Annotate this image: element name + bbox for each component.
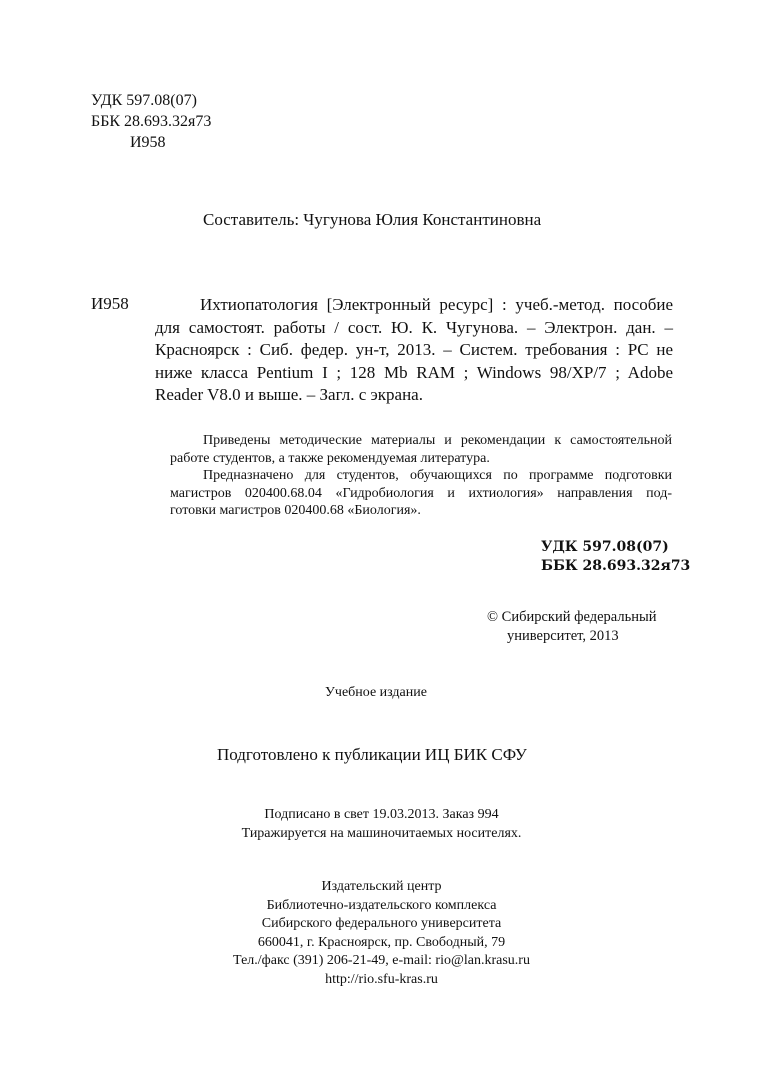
publisher-contacts: Тел./факс (391) 206-21-49, e-mail: rio@lan.krasu.ru [233,953,530,968]
publisher-line: Издательский центр [321,879,442,894]
catalog-line: для самостоят. работы / сост. Ю. К. Чугунова. – Электрон. дан. – [155,317,673,337]
abstract-line: магистров 020400.68.04 «Гидробиология и ихтиология» направления под- [170,485,672,501]
abstract-line: Предназначено для студентов, обучающихся по программе подготовки [203,468,672,484]
udk-code-bold: УДК 597.08(07) [541,539,669,555]
catalog-line: Ихтиопатология [Электронный ресурс] : учеб.-метод. пособие [200,295,673,314]
publisher-line: Библиотечно-издательского комплекса [266,897,497,913]
copyright-notice [487,608,656,646]
catalog-line: Reader V8.0 и выше. – Загл. с экрана. [155,385,423,405]
publisher-website: http://rio.sfu-kras.ru [325,971,438,987]
catalog-record [155,294,673,407]
abstract-line: готовки магистров 020400.68 «Биология». [170,503,421,519]
bbk-code: ББК 28.693.32я73 [91,113,212,130]
publisher-address: 660041, г. Красноярск, пр. Свободный, 79 [257,934,506,950]
abstract [170,432,672,520]
prepared-for-publication: Подготовлено к публикации ИЦ БИК СФУ [217,745,527,764]
copyright-line: © Сибирский федеральный [487,609,657,625]
publication-info [0,806,763,843]
signed-line: Подписано в свет 19.03.2013. Заказ 994 [264,807,499,822]
catalog-author-mark: И958 [91,294,129,313]
publisher-line: Сибирского федерального университета [261,916,502,931]
compiler-line: Составитель: Чугунова Юлия Константиновна [203,210,542,229]
abstract-line: работе студентов, а также рекомендуемая литература. [170,450,490,466]
copyright-line: университет, 2013 [507,628,619,644]
catalog-line: ниже класса Pentium I ; 128 Mb RAM ; Windows 98/XP/7 ; Adobe [155,362,673,382]
abstract-line: Приведены методические материалы и рекомендации к самостоятельной [203,433,672,448]
edition-type: Учебное издание [325,685,427,700]
classification-footer [541,538,690,576]
udk-code: УДК 597.08(07) [91,92,197,109]
classification-header [91,90,211,153]
publisher-block [0,878,763,989]
catalog-line: Красноярск : Сиб. федер. ун-т, 2013. – Систем. требования : PC не [155,340,673,360]
author-mark: И958 [130,134,166,151]
bbk-code-bold: ББК 28.693.32я73 [541,558,691,574]
distribution-line: Тиражируется на машиночитаемых носителях. [241,825,522,841]
